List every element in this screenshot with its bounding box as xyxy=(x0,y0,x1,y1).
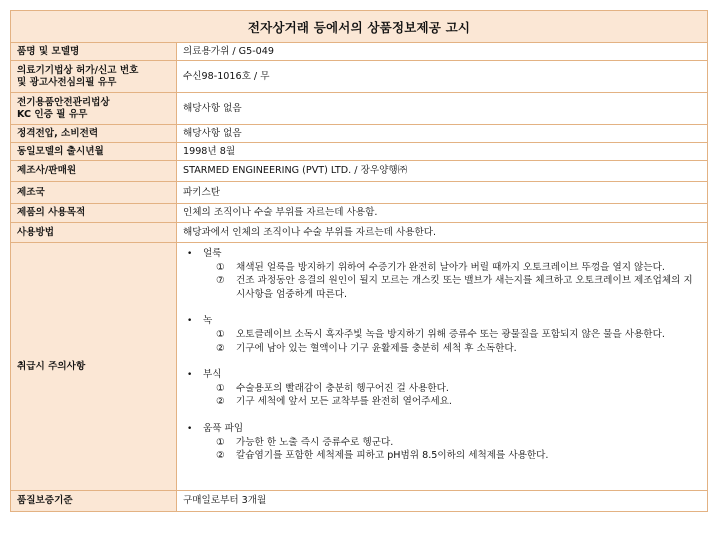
row-value-product-name: 의료용가위 / G5-049 xyxy=(177,43,708,61)
spacer xyxy=(183,409,701,422)
kc-label-line-1: 전기용품안전관리법상 xyxy=(17,97,110,109)
table-row xyxy=(11,43,708,61)
bullet-icon: • xyxy=(187,424,193,435)
row-label-license xyxy=(11,61,177,93)
circled-number: ① xyxy=(216,436,225,448)
circled-number: ② xyxy=(216,342,225,354)
kc-label-line-2: KC 인증 필 유무 xyxy=(17,108,88,120)
list-item xyxy=(216,342,701,356)
care-item-text: 채색된 얼룩을 방지하기 위하여 수증기가 완전히 날아가 버릴 때까지 오토크레이브 뚜껑을 열지 않는다. xyxy=(236,261,665,273)
care-instructions xyxy=(177,243,708,491)
circled-number: ① xyxy=(216,329,225,341)
row-label-release-date: 동일모델의 출시년월 xyxy=(11,143,177,161)
row-value-warranty: 구매일로부터 3개월 xyxy=(177,491,708,512)
row-value-manufacturer: STARMED ENGINEERING (PVT) LTD. / 장우양행㈜ xyxy=(177,161,708,182)
circled-number: ② xyxy=(216,396,225,408)
bullet-icon: • xyxy=(187,249,193,259)
list-item xyxy=(216,382,701,396)
table-row xyxy=(11,491,708,512)
row-label-warranty: 품질보증기준 xyxy=(11,491,177,512)
table-row xyxy=(11,204,708,223)
row-label-purpose: 제품의 사용목적 xyxy=(11,204,177,223)
care-item-text: 기구에 남아 있는 혈액이나 기구 윤활제를 충분히 세척 후 소독한다. xyxy=(236,342,517,354)
spacer xyxy=(183,355,701,368)
care-item-list xyxy=(216,436,701,463)
care-section-rust xyxy=(187,314,701,328)
list-item xyxy=(216,261,701,275)
table-row xyxy=(11,61,708,93)
care-item-text: 가능한 한 노출 즉시 증류수로 헹군다. xyxy=(236,436,394,448)
list-item xyxy=(216,436,701,450)
care-section-stain xyxy=(187,247,701,261)
row-label-usage: 사용방법 xyxy=(11,223,177,243)
notice-wrapper xyxy=(10,10,707,531)
care-item-text: 기구 세척에 앞서 모든 교착부를 완전히 열어주세요. xyxy=(236,396,452,408)
care-section-title: 부식 xyxy=(203,369,222,381)
table-row xyxy=(11,161,708,182)
care-item-text: 칼슘염기를 포함한 세척제를 피하고 pH범위 8.5이하의 세척제를 사용한다. xyxy=(236,450,549,462)
table-title: 전자상거래 등에서의 상품정보제공 고시 xyxy=(11,11,708,43)
row-label-product-name: 품명 및 모델명 xyxy=(11,43,177,61)
care-item-text: 수술용포의 빨래감이 충분히 헹구어진 걸 사용한다. xyxy=(236,382,449,394)
list-item xyxy=(216,328,701,342)
table-row xyxy=(11,93,708,125)
care-item-text: 오토클레이브 소독시 흑자주빛 녹을 방지하기 위해 증류수 또는 광물질을 포함되지 않은 물을 사용한다. xyxy=(236,329,665,341)
circled-number: ① xyxy=(216,261,225,273)
care-section-title: 움푹 파임 xyxy=(203,423,244,435)
license-label-line-1: 의료기기법상 허가/신고 번호 xyxy=(17,65,139,77)
circled-number: ① xyxy=(216,382,225,394)
care-section-pitting xyxy=(187,422,701,436)
row-label-kc-cert xyxy=(11,93,177,125)
row-value-kc-cert: 해당사항 없음 xyxy=(177,93,708,125)
row-value-voltage: 해당사항 없음 xyxy=(177,125,708,143)
row-value-purpose: 인체의 조직이나 수술 부위를 자르는데 사용함. xyxy=(177,204,708,223)
row-label-country: 제조국 xyxy=(11,182,177,204)
care-item-list xyxy=(216,382,701,409)
circled-number: ⑦ xyxy=(216,275,225,287)
list-item xyxy=(216,449,701,463)
row-label-voltage: 정격전압, 소비전력 xyxy=(11,125,177,143)
care-section-title: 녹 xyxy=(203,315,213,327)
bullet-icon: • xyxy=(187,370,193,381)
table-row xyxy=(11,223,708,243)
row-label-care: 취급시 주의사항 xyxy=(11,243,177,491)
row-value-country: 파키스탄 xyxy=(177,182,708,204)
spacer xyxy=(183,301,701,314)
care-item-list xyxy=(216,328,701,355)
product-info-table xyxy=(10,10,708,512)
care-section-title: 얼룩 xyxy=(203,248,222,259)
care-item-list xyxy=(216,261,701,302)
license-label-line-2: 및 광고사전심의필 유무 xyxy=(17,76,117,88)
table-row xyxy=(11,125,708,143)
table-row xyxy=(11,143,708,161)
bullet-icon: • xyxy=(187,316,193,327)
list-item xyxy=(216,274,701,301)
care-item-text: 건조 과정동안 응결의 원인이 될지 모르는 개스킷 또는 밸브가 새는지를 체크하고 오토크레이브 제조업체의 지시사항을 엄중하게 따른다. xyxy=(236,275,693,300)
table-row-care xyxy=(11,243,708,491)
row-value-license: 수신98-1016호 / 무 xyxy=(177,61,708,93)
circled-number: ② xyxy=(216,450,225,462)
row-value-usage: 해당과에서 인체의 조직이나 수술 부위를 자르는데 사용한다. xyxy=(177,223,708,243)
table-row xyxy=(11,182,708,204)
row-label-manufacturer: 제조사/판매원 xyxy=(11,161,177,182)
list-item xyxy=(216,395,701,409)
row-value-release-date: 1998년 8월 xyxy=(177,143,708,161)
care-section-corrosion xyxy=(187,368,701,382)
